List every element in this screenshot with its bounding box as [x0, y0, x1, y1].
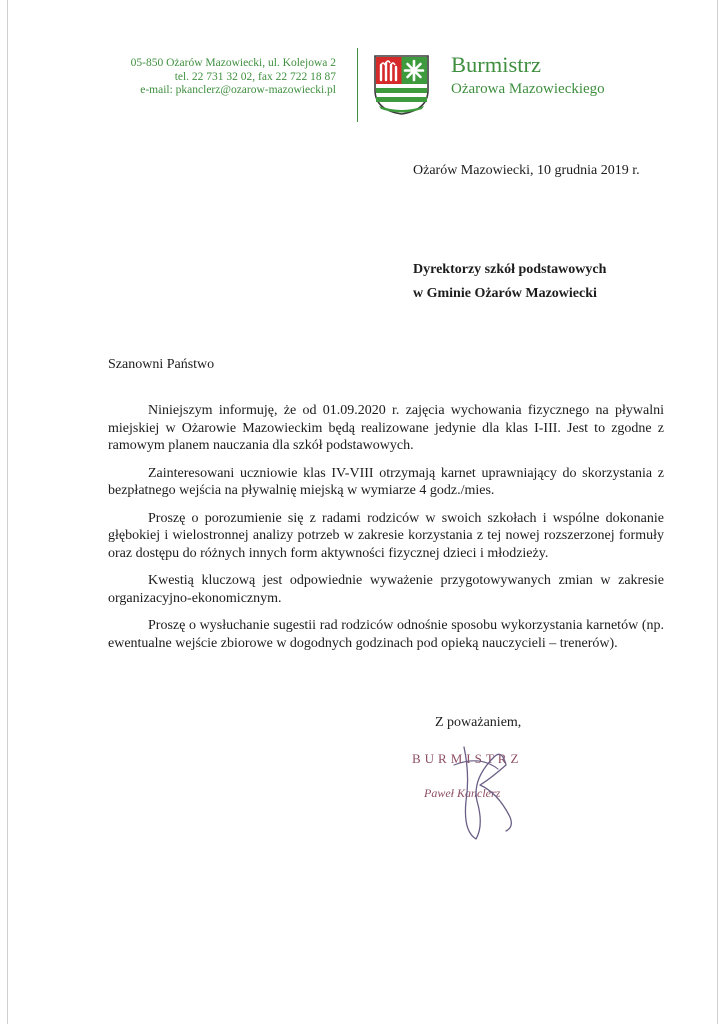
- address-line: 05-850 Ożarów Mazowiecki, ul. Kolejowa 2: [130, 57, 336, 69]
- scan-edge-right: [717, 0, 718, 1024]
- body-paragraph: Proszę o wysłuchanie sugestii rad rodziców odnośnie sposobu wykorzystania karnetów (np. ewentualne wejście zbiorowe w dogodnych godzinach pod opieką nauczycieli – trenerów).: [108, 618, 664, 651]
- letterhead-address: [100, 57, 336, 98]
- body-paragraph: Zainteresowani uczniowie klas IV-VIII otrzymają karnet uprawniający do skorzystania z bezpłatnego wejścia na pływalnię miejską w wymiarze 4 godz./mies.: [108, 465, 664, 498]
- stamp-title: BURMISTRZ: [412, 751, 523, 766]
- coat-of-arms-icon: [373, 54, 430, 116]
- letter-body: [108, 402, 664, 662]
- closing: Z poważaniem,: [435, 715, 522, 730]
- body-paragraph: Proszę o porozumienie się z radami rodziców w swoich szkołach i wspólne dokonanie głębokiej i wielostronnej analizy potrzeb w zakresie korzystania z tej nowej rozszerzonej formuły oraz dostępu do różnych innych form aktywności fizycznej dzieci i młodzieży.: [108, 510, 664, 561]
- recipient-line-1: Dyrektorzy szkół podstawowych: [413, 262, 607, 277]
- scan-edge-left: [7, 0, 8, 1024]
- letterhead-divider: [357, 48, 358, 122]
- body-paragraph: Niniejszym informuję, że od 01.09.2020 r. zajęcia wychowania fizycznego na pływalni miejskiej w Ożarowie Mazowieckim będą realizowane jedynie dla klas I-III. Jest to zgodne z ramowym planem nauczania dla szkół podstawowych.: [108, 403, 664, 453]
- stamp-name: Paweł Kanclerz: [424, 786, 501, 800]
- email-line: e-mail: pkanclerz@ozarow-mazowiecki.pl: [140, 84, 336, 96]
- office-title: Burmistrz: [451, 52, 541, 77]
- salutation: Szanowni Państwo: [108, 357, 215, 372]
- phone-line: tel. 22 731 32 02, fax 22 722 18 87: [174, 70, 336, 83]
- letter-date: Ożarów Mazowiecki, 10 grudnia 2019 r.: [413, 163, 640, 178]
- body-paragraph: Kwestią kluczową jest odpowiednie wyważenie przygotowywanych zmian w zakresie organizacyjno-ekonomicznym.: [108, 573, 664, 606]
- recipient-line-2: w Gminie Ożarów Mazowiecki: [413, 286, 597, 301]
- signature: [440, 735, 520, 845]
- office-subtitle: Ożarowa Mazowieckiego: [451, 81, 605, 97]
